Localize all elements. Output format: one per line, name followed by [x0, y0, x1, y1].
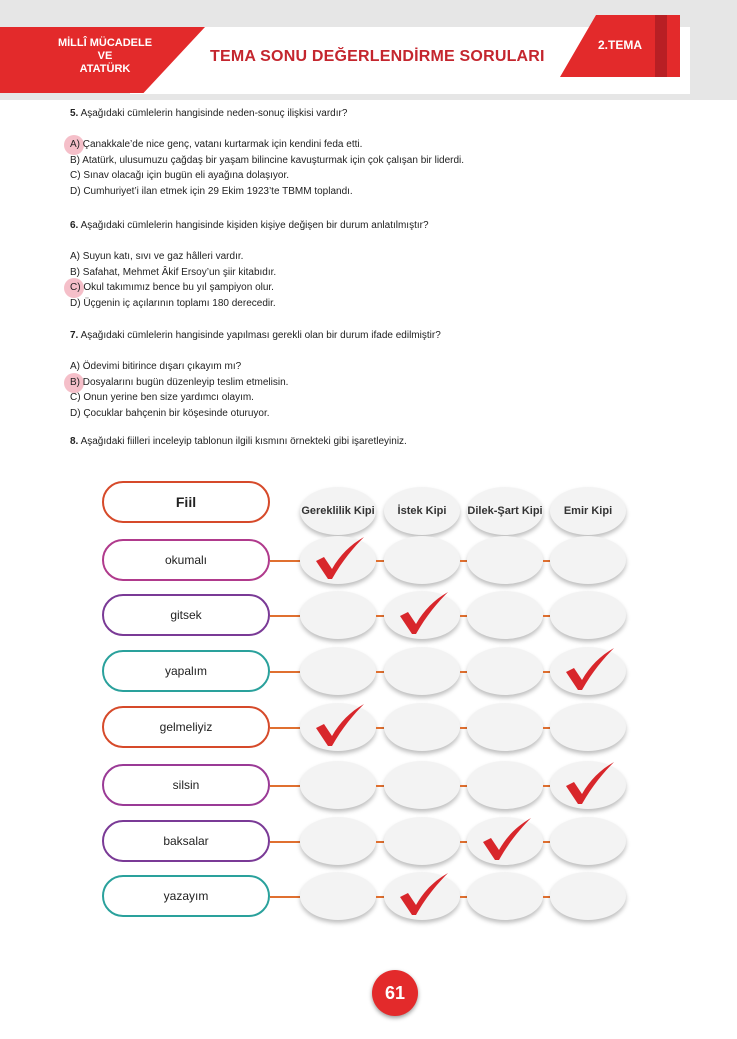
- section-line-2: VE: [97, 50, 113, 62]
- tema-label: 2.TEMA: [598, 38, 643, 52]
- option-a[interactable]: A) Ödevimi bitirince dışarı çıkayım mı?: [70, 361, 242, 373]
- option-b[interactable]: B) Safahat, Mehmet Âkif Ersoy’un şiir kitabıdır.: [70, 266, 277, 278]
- table-head-fiil: Fiil: [102, 481, 270, 523]
- page-number: 61: [372, 970, 418, 1016]
- verb-pill: gelmeliyiz: [102, 706, 270, 748]
- row-connector: [270, 727, 300, 729]
- section-line-1: MİLLÎ MÜCADELE: [57, 37, 153, 49]
- row-connector: [270, 841, 300, 843]
- checkmark-icon: [560, 646, 618, 692]
- checkmark-icon: [310, 702, 368, 748]
- row-connector: [376, 671, 384, 673]
- option-c[interactable]: C) Okul takımımız bence bu yıl şampiyon olur.: [70, 282, 274, 294]
- verb-pill: yapalım: [102, 650, 270, 692]
- row-connector: [543, 896, 550, 898]
- row-connector: [460, 785, 467, 787]
- question-number: 5.: [70, 108, 79, 119]
- option-d[interactable]: D) Çocuklar bahçenin bir köşesinde oturuyor.: [70, 407, 270, 419]
- question-8: [70, 434, 407, 450]
- option-c[interactable]: C) Onun yerine ben size yardımcı olayım.: [70, 392, 254, 404]
- answer-cell[interactable]: [300, 817, 376, 865]
- checkmark-icon: [394, 871, 452, 917]
- question-5: [70, 106, 464, 200]
- verb-pill: silsin: [102, 764, 270, 806]
- row-connector: [543, 727, 550, 729]
- answer-cell[interactable]: [467, 591, 543, 639]
- row-connector: [270, 896, 300, 898]
- answer-cell[interactable]: [467, 647, 543, 695]
- question-text: Aşağıdaki cümlelerin hangisinde kişiden kişiye değişen bir durum anlatılmıştır?: [80, 220, 429, 231]
- section-banner-text: [50, 37, 160, 76]
- answer-cell[interactable]: [550, 872, 626, 920]
- answer-cell[interactable]: [384, 536, 460, 584]
- question-number: 6.: [70, 220, 79, 231]
- section-line-3: ATATÜRK: [79, 63, 131, 75]
- answer-cell[interactable]: [300, 591, 376, 639]
- question-text: Aşağıdaki fiilleri inceleyip tablonun ilgili kısmını örnekteki gibi işaretleyiniz.: [80, 436, 407, 447]
- answer-cell[interactable]: [467, 536, 543, 584]
- answer-cell[interactable]: [300, 647, 376, 695]
- verb-pill: baksalar: [102, 820, 270, 862]
- answer-cell[interactable]: [550, 591, 626, 639]
- answer-cell[interactable]: [384, 761, 460, 809]
- question-number: 8.: [70, 436, 79, 447]
- row-connector: [460, 560, 467, 562]
- option-a[interactable]: A) Çanakkale’de nice genç, vatanı kurtarmak için kendini feda etti.: [70, 139, 363, 151]
- question-text: Aşağıdaki cümlelerin hangisinde neden-sonuç ilişkisi vardır?: [80, 108, 348, 119]
- option-b[interactable]: B) Atatürk, ulusumuzu çağdaş bir yaşam bilincine kavuşturmak için çok çalışan bir liderdi.: [70, 154, 465, 166]
- row-connector: [543, 841, 550, 843]
- row-connector: [376, 896, 384, 898]
- answer-cell[interactable]: [384, 647, 460, 695]
- option-d[interactable]: D) Cumhuriyet’i ilan etmek için 29 Ekim 1923’te TBMM toplandı.: [70, 185, 353, 197]
- row-connector: [376, 560, 384, 562]
- column-gereklilik: Gereklilik Kipi: [300, 487, 376, 535]
- answer-cell[interactable]: [467, 761, 543, 809]
- column-emir: Emir Kipi: [550, 487, 626, 535]
- answer-cell[interactable]: [467, 872, 543, 920]
- row-connector: [270, 671, 300, 673]
- row-connector: [460, 841, 467, 843]
- answer-cell[interactable]: [384, 817, 460, 865]
- row-connector: [543, 671, 550, 673]
- row-connector: [543, 560, 550, 562]
- answer-cell[interactable]: [300, 761, 376, 809]
- row-connector: [543, 785, 550, 787]
- checkmark-icon: [560, 760, 618, 806]
- option-a[interactable]: A) Suyun katı, sıvı ve gaz hâlleri vardır.: [70, 251, 244, 263]
- page-title: TEMA SONU DEĞERLENDİRME SORULARI: [210, 48, 545, 65]
- checkmark-icon: [477, 816, 535, 862]
- row-connector: [376, 615, 384, 617]
- question-number: 7.: [70, 330, 79, 341]
- column-dilek-sart: Dilek-Şart Kipi: [467, 487, 543, 535]
- row-connector: [460, 615, 467, 617]
- row-connector: [270, 615, 300, 617]
- row-connector: [270, 560, 300, 562]
- row-connector: [460, 727, 467, 729]
- verb-pill: gitsek: [102, 594, 270, 636]
- checkmark-icon: [310, 535, 368, 581]
- verb-pill: yazayım: [102, 875, 270, 917]
- answer-cell[interactable]: [467, 703, 543, 751]
- row-connector: [270, 785, 300, 787]
- row-connector: [460, 896, 467, 898]
- option-d[interactable]: D) Üçgenin iç açılarının toplamı 180 derecedir.: [70, 297, 276, 309]
- question-text: Aşağıdaki cümlelerin hangisinde yapılması gerekli olan bir durum ifade edilmiştir?: [80, 330, 441, 341]
- row-connector: [376, 727, 384, 729]
- option-c[interactable]: C) Sınav olacağı için bugün eli ayağına dolaşıyor.: [70, 170, 290, 182]
- answer-cell[interactable]: [384, 703, 460, 751]
- answer-cell[interactable]: [300, 872, 376, 920]
- option-b[interactable]: B) Dosyalarını bugün düzenleyip teslim etmelisin.: [70, 376, 289, 388]
- tema-tab-edge: [655, 15, 667, 77]
- question-6: [70, 218, 429, 312]
- row-connector: [460, 671, 467, 673]
- row-connector: [376, 785, 384, 787]
- question-7: [70, 328, 441, 422]
- column-istek: İstek Kipi: [384, 487, 460, 535]
- verb-pill: okumalı: [102, 539, 270, 581]
- answer-cell[interactable]: [550, 817, 626, 865]
- answer-cell[interactable]: [550, 703, 626, 751]
- row-connector: [376, 841, 384, 843]
- answer-cell[interactable]: [550, 536, 626, 584]
- checkmark-icon: [394, 590, 452, 636]
- row-connector: [543, 615, 550, 617]
